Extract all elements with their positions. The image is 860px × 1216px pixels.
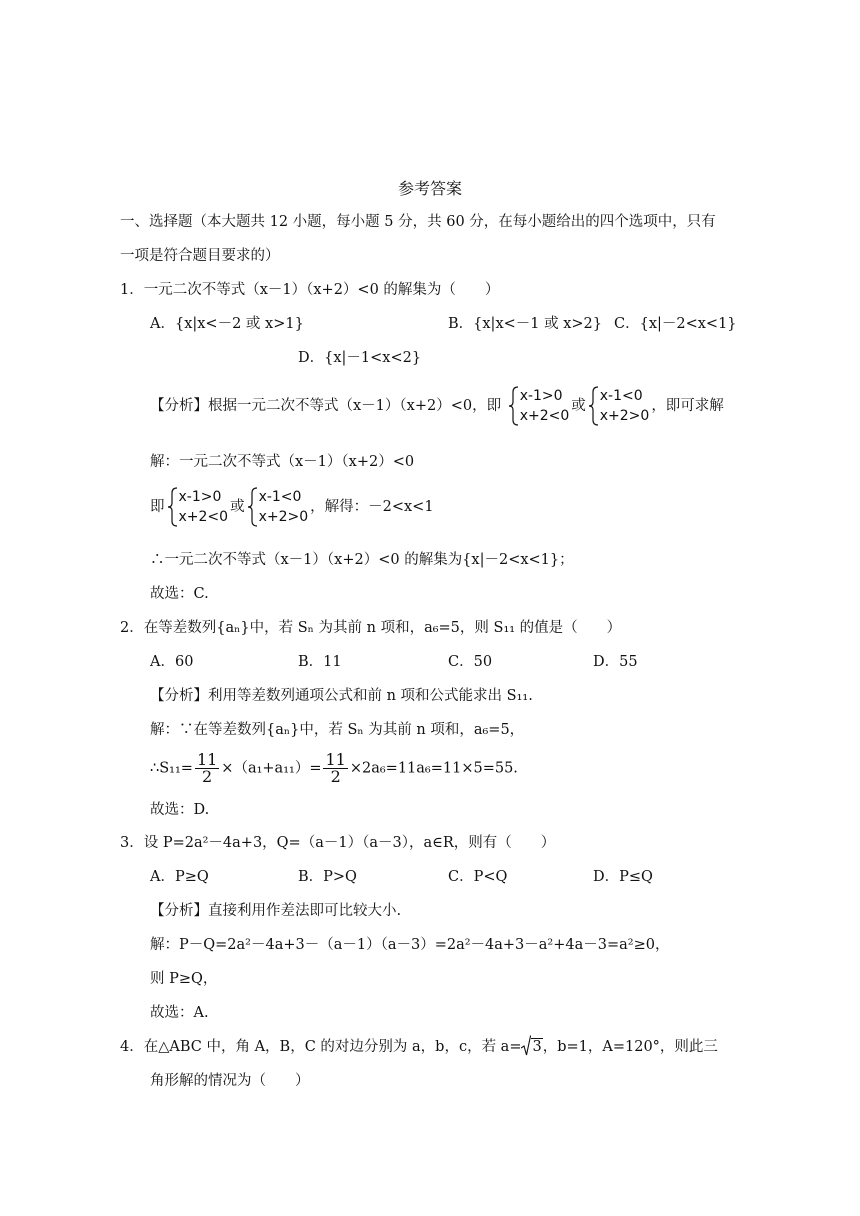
q4-sqrt-radicand: 3 <box>532 1039 542 1055</box>
q2-fraction-1-numerator: 11 <box>196 750 218 769</box>
q2-solution-prefix: ∴S₁₁= <box>150 760 193 777</box>
q1-analysis-system-2-row-2: x+2>0 <box>599 408 650 424</box>
q2-option-c: C．50 <box>448 654 493 670</box>
q1-solution-prefix: 即 <box>150 499 165 515</box>
q1-option-b: B．{x|x<－1 或 x>2} <box>448 316 602 332</box>
q3-option-c: C．P<Q <box>448 869 508 885</box>
q2-choice: 故选：D. <box>150 802 210 818</box>
q1-analysis-or: 或 <box>571 398 586 414</box>
q1-analysis-text-end: ，即可求解 <box>651 398 724 414</box>
q1-option-a: A．{x|x<－2 或 x>1} <box>150 316 304 332</box>
brace-icon <box>508 386 520 426</box>
q1-analysis-system-1 <box>508 386 570 426</box>
q2-solution-line-1: 解：∵在等差数列{aₙ}中，若 Sₙ 为其前 n 项和，a₆=5， <box>150 722 525 738</box>
q3-stem: 3．设 P=2a²－4a+3，Q=（a－1）（a－3），a∈R，则有（ ） <box>120 835 556 851</box>
q2-fraction-2-denominator: 2 <box>330 767 341 786</box>
brace-icon <box>247 487 259 527</box>
q4-stem <box>120 1037 718 1057</box>
q4-sqrt <box>521 1037 542 1057</box>
q1-option-d: D．{x|－1<x<2} <box>298 350 422 366</box>
q1-stem: 1．一元二次不等式（x－1）（x+2）<0 的解集为（ ） <box>120 282 500 298</box>
q1-analysis-system-1-row-2: x+2<0 <box>519 408 570 424</box>
q2-solution-result: ×2a₆=11a₆=11×5=55. <box>349 760 518 777</box>
q3-option-b: B．P>Q <box>298 869 357 885</box>
q3-solution-line-1: 解：P－Q=2a²－4a+3－（a－1）（a－3）=2a²－4a+3－a²+4a－3=a²≥0， <box>150 937 670 953</box>
q1-solution-line-2 <box>150 487 434 527</box>
q2-analysis: 【分析】利用等差数列通项公式和前 n 项和公式能求出 S₁₁. <box>150 688 533 704</box>
q1-solution-line-1: 解：一元二次不等式（x－1）（x+2）<0 <box>150 454 415 470</box>
q2-stem: 2．在等差数列{aₙ}中，若 Sₙ 为其前 n 项和，a₆=5，则 S₁₁ 的值是（ ） <box>120 620 622 636</box>
q2-fraction-1-denominator: 2 <box>202 767 213 786</box>
q1-solution-or: 或 <box>230 499 245 515</box>
q1-solution-system-1 <box>167 487 229 527</box>
q2-option-a: A．60 <box>150 654 194 670</box>
q2-fraction-2-numerator: 11 <box>325 750 346 769</box>
q4-stem-text-end: ，b=1，A=120°，则此三 <box>542 1039 718 1055</box>
brace-icon <box>588 386 600 426</box>
q2-fraction-2 <box>323 752 347 785</box>
q2-option-b: B．11 <box>298 654 342 670</box>
q3-option-a: A．P≥Q <box>150 869 209 885</box>
brace-icon <box>167 487 179 527</box>
q3-choice: 故选：A. <box>150 1005 209 1021</box>
q2-fraction-1 <box>195 752 219 785</box>
q3-option-d: D．P≤Q <box>593 869 653 885</box>
q2-solution-middle: ×（a₁+a₁₁）= <box>221 760 322 777</box>
q1-solution-line-3: ∴一元二次不等式（x－1）（x+2）<0 的解集为{x|－2<x<1}； <box>150 552 574 568</box>
q1-solution-system-2 <box>247 487 309 527</box>
q1-solution-system-2-row-2: x+2>0 <box>258 509 309 525</box>
q1-solution-result: ，解得：－2<x<1 <box>310 499 434 515</box>
q1-choice: 故选：C. <box>150 586 209 602</box>
q4-stem-text: 4．在△ABC 中，角 A，B，C 的对边分别为 a，b，c，若 a= <box>120 1039 522 1055</box>
q1-solution-system-1-row-1: x-1>0 <box>178 489 222 505</box>
q1-solution-system-1-row-2: x+2<0 <box>178 509 229 525</box>
q1-option-c: C．{x|－2<x<1} <box>614 316 737 332</box>
radical-icon <box>521 1035 531 1057</box>
q1-analysis <box>150 386 724 426</box>
q2-solution-line-2 <box>150 752 518 785</box>
q4-stem-cont: 角形解的情况为（ ） <box>150 1073 310 1089</box>
section-header-cont: 一项是符合题目要求的） <box>120 248 280 264</box>
section-header: 一、选择题（本大题共 12 小题，每小题 5 分，共 60 分，在每小题给出的四个选项中，只有 <box>120 214 716 230</box>
q2-option-d: D．55 <box>593 654 638 670</box>
q1-analysis-system-1-row-1: x-1>0 <box>519 388 563 404</box>
q1-analysis-text: 【分析】根据一元二次不等式（x－1）（x+2）<0，即 <box>150 398 502 414</box>
q3-analysis: 【分析】直接利用作差法即可比较大小. <box>150 903 402 919</box>
q1-analysis-system-2 <box>588 386 650 426</box>
q1-analysis-system-2-row-1: x-1<0 <box>599 388 643 404</box>
page-title: 参考答案 <box>397 179 462 198</box>
q1-solution-system-2-row-1: x-1<0 <box>258 489 302 505</box>
q3-solution-line-2: 则 P≥Q， <box>150 971 218 987</box>
